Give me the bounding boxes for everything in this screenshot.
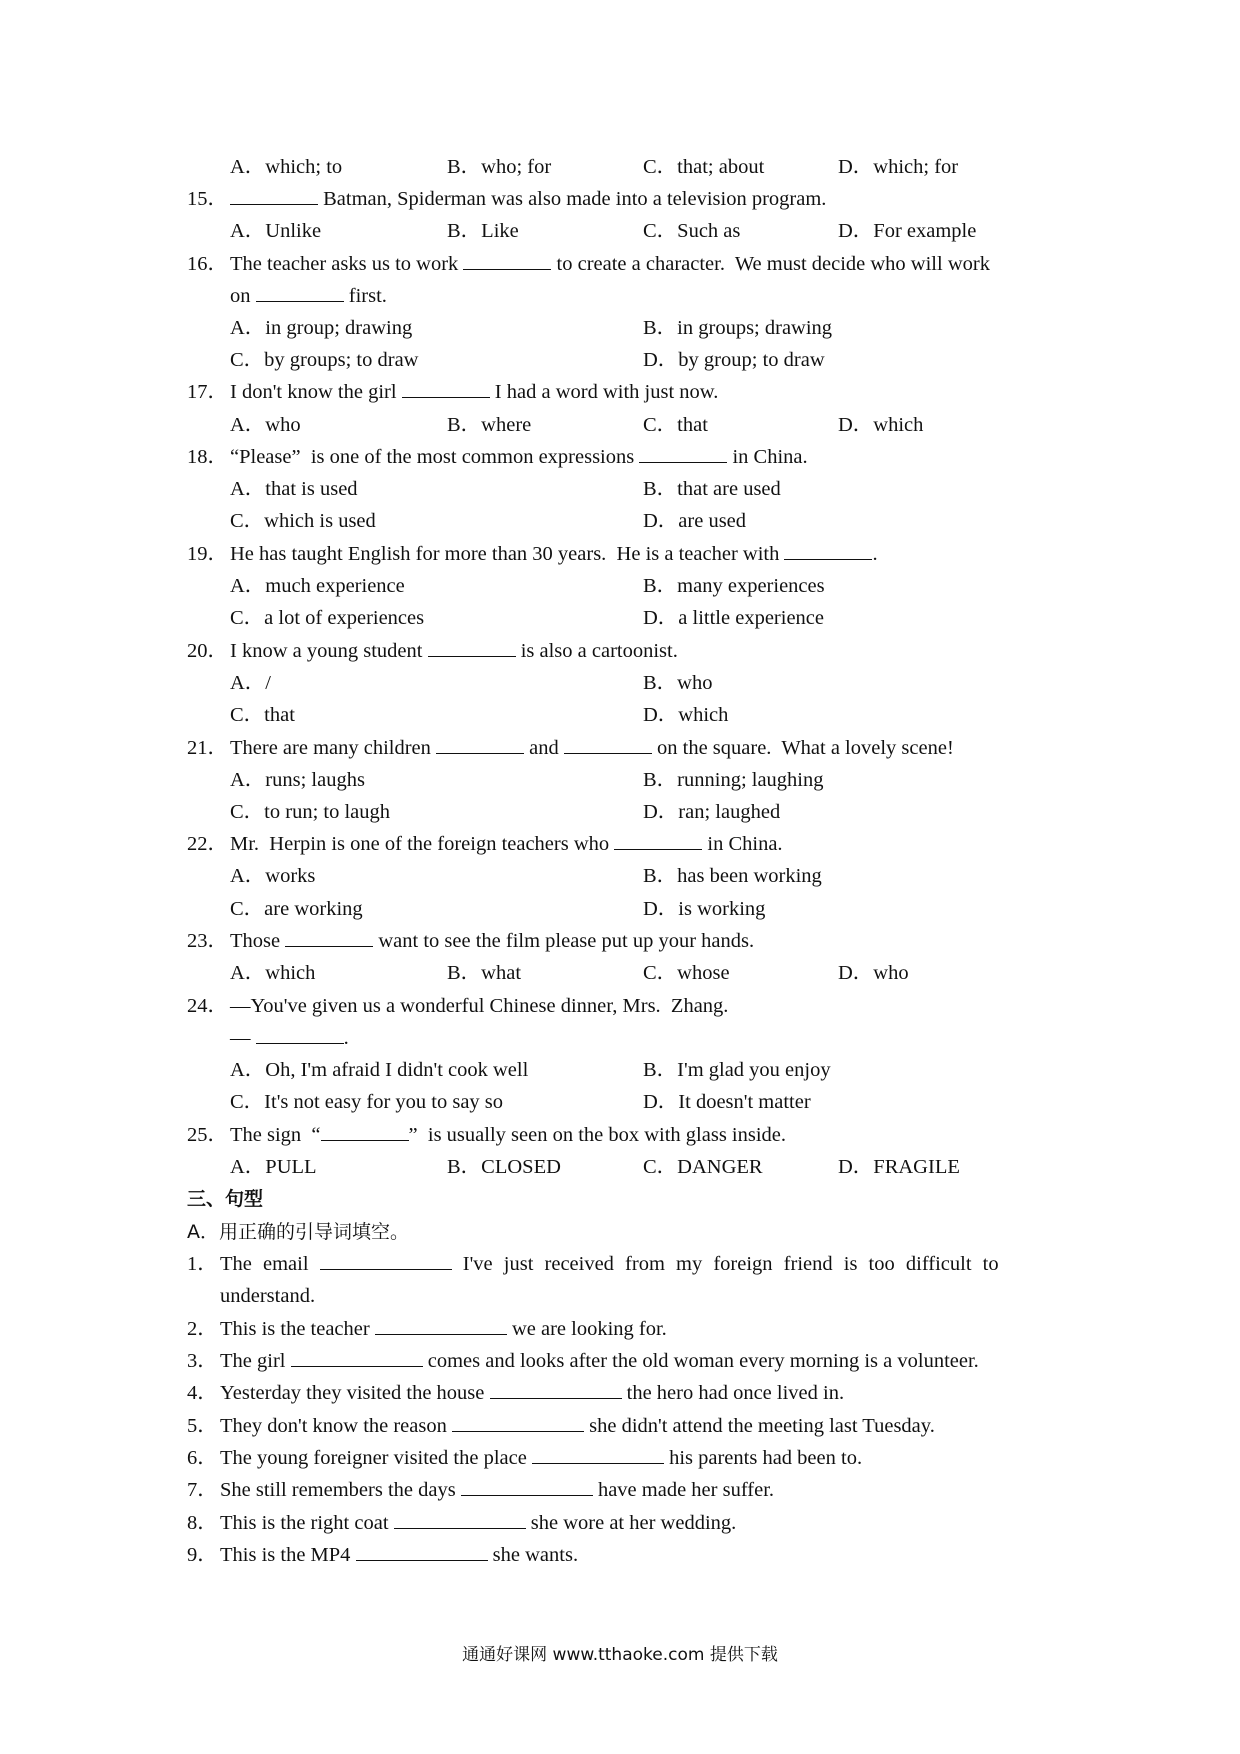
answer-blank[interactable]: [256, 1025, 344, 1044]
option-a: A．Oh, I'm afraid I didn't cook well: [230, 1059, 529, 1081]
question-number: 20．: [187, 640, 228, 662]
option-d: D．by group; to draw: [643, 349, 825, 371]
item-number: 7．: [187, 1479, 218, 1501]
question-text: on first.: [230, 285, 387, 307]
answer-blank[interactable]: [784, 541, 872, 560]
answer-blank[interactable]: [320, 1251, 452, 1270]
answer-blank[interactable]: [394, 1510, 526, 1529]
item-number: 4．: [187, 1382, 218, 1404]
item-number: 5．: [187, 1415, 218, 1437]
question-text: There are many children and on the square. What a lovely scene!: [230, 737, 954, 759]
option-c: C．to run; to laugh: [230, 801, 391, 823]
option-c: C．a lot of experiences: [230, 607, 425, 629]
option-a: A．/: [230, 672, 271, 694]
option-b: B．I'm glad you enjoy: [643, 1059, 831, 1081]
option-b: B．running; laughing: [643, 769, 824, 791]
option-a: A．who: [230, 414, 301, 436]
answer-blank[interactable]: [463, 251, 551, 270]
item-number: 6．: [187, 1447, 218, 1469]
answer-blank[interactable]: [356, 1542, 488, 1561]
question-number: 25．: [187, 1124, 228, 1146]
item-number: 3．: [187, 1350, 218, 1372]
option-b: B．who; for: [447, 156, 552, 178]
answer-blank[interactable]: [285, 928, 373, 947]
option-d: D．FRAGILE: [838, 1156, 960, 1178]
option-a: A．works: [230, 865, 316, 887]
item-text: She still remembers the days have made her suffer.: [220, 1479, 775, 1501]
option-d: D．For example: [838, 220, 977, 242]
answer-blank[interactable]: [490, 1380, 622, 1399]
item-number: 9．: [187, 1544, 218, 1566]
question-text: I don't know the girl I had a word with just now.: [230, 381, 719, 403]
question-number: 22．: [187, 833, 228, 855]
option-b: B．where: [447, 414, 532, 436]
option-d: D．who: [838, 962, 909, 984]
option-b: B．in groups; drawing: [643, 317, 833, 339]
item-text: understand.: [220, 1285, 316, 1307]
item-text: This is the right coat she wore at her wedding.: [220, 1512, 737, 1534]
section-heading: 三、句型: [187, 1188, 264, 1210]
option-a: A．which; to: [230, 156, 343, 178]
option-a: A．in group; drawing: [230, 317, 413, 339]
item-text: This is the MP4 she wants.: [220, 1544, 579, 1566]
answer-blank[interactable]: [291, 1348, 423, 1367]
item-text: The girl comes and looks after the old woman every morning is a volunteer.: [220, 1350, 979, 1372]
item-text: The young foreigner visited the place his parents had been to.: [220, 1447, 863, 1469]
option-a: A．Unlike: [230, 220, 322, 242]
item-number: 2．: [187, 1318, 218, 1340]
option-c: C．that: [230, 704, 295, 726]
option-c: C．by groups; to draw: [230, 349, 419, 371]
option-c: C．that: [643, 414, 708, 436]
option-d: D．which: [643, 704, 729, 726]
item-number: 8．: [187, 1512, 218, 1534]
answer-blank[interactable]: [564, 735, 652, 754]
answer-blank[interactable]: [375, 1316, 507, 1335]
question-text: Those want to see the film please put up your hands.: [230, 930, 755, 952]
option-c: C．Such as: [643, 220, 741, 242]
option-c: C．are working: [230, 898, 363, 920]
option-a: A．which: [230, 962, 316, 984]
question-text: Batman, Spiderman was also made into a television program.: [230, 185, 826, 213]
question-number: 18．: [187, 446, 228, 468]
option-b: B．Like: [447, 220, 519, 242]
answer-blank[interactable]: [428, 638, 516, 657]
option-b: B．what: [447, 962, 522, 984]
question-text: The teacher asks us to work to create a character. We must decide who will work: [230, 253, 990, 275]
option-c: C．whose: [643, 962, 730, 984]
answer-blank[interactable]: [452, 1413, 584, 1432]
option-b: B．CLOSED: [447, 1156, 561, 1178]
option-d: D．are used: [643, 510, 747, 532]
option-a: A．that is used: [230, 478, 358, 500]
option-d: D．is working: [643, 898, 766, 920]
answer-blank[interactable]: [256, 283, 344, 302]
option-b: B．that are used: [643, 478, 781, 500]
option-c: C．DANGER: [643, 1156, 763, 1178]
item-number: 1．: [187, 1253, 218, 1275]
answer-blank[interactable]: [321, 1122, 409, 1141]
option-d: D．which; for: [838, 156, 959, 178]
question-number: 16．: [187, 253, 228, 275]
answer-blank[interactable]: [230, 186, 318, 205]
question-text: I know a young student is also a cartoonist.: [230, 640, 678, 662]
question-text: Mr. Herpin is one of the foreign teachers who in China.: [230, 833, 783, 855]
option-c: C．which is used: [230, 510, 376, 532]
answer-blank[interactable]: [639, 444, 727, 463]
item-text: The email I've just received from my foreign friend is too difficult to: [220, 1253, 999, 1275]
answer-blank[interactable]: [532, 1445, 664, 1464]
question-text: The sign “ ” is usually seen on the box with glass inside.: [230, 1124, 787, 1146]
question-number: 17．: [187, 381, 228, 403]
option-b: B．who: [643, 672, 713, 694]
option-d: D．a little experience: [643, 607, 824, 629]
question-number: 21．: [187, 737, 228, 759]
option-a: A．much experience: [230, 575, 405, 597]
item-text: Yesterday they visited the house the hero had once lived in.: [220, 1382, 845, 1404]
question-number: 23．: [187, 930, 228, 952]
option-b: B．has been working: [643, 865, 822, 887]
answer-blank[interactable]: [436, 735, 524, 754]
option-d: D．ran; laughed: [643, 801, 781, 823]
question-text: He has taught English for more than 30 years. He is a teacher with .: [230, 543, 878, 565]
question-text: —You've given us a wonderful Chinese dinner, Mrs. Zhang.: [230, 995, 729, 1017]
option-c: C．It's not easy for you to say so: [230, 1091, 504, 1113]
option-d: D．It doesn't matter: [643, 1091, 811, 1113]
question-number: 15．: [187, 188, 228, 210]
answer-blank[interactable]: [614, 831, 702, 850]
answer-blank[interactable]: [402, 379, 490, 398]
page-footer: 通通好课网 www.tthaoke.com 提供下载: [462, 1645, 778, 1665]
option-b: B．many experiences: [643, 575, 825, 597]
option-d: D．which: [838, 414, 924, 436]
item-text: They don't know the reason she didn't attend the meeting last Tuesday.: [220, 1415, 935, 1437]
option-a: A．PULL: [230, 1156, 317, 1178]
item-text: This is the teacher we are looking for.: [220, 1318, 667, 1340]
question-number: 24．: [187, 995, 228, 1017]
question-text: — .: [230, 1027, 349, 1049]
section-instruction: A．用正确的引导词填空。: [187, 1221, 409, 1243]
option-c: C．that; about: [643, 156, 765, 178]
question-number: 19．: [187, 543, 228, 565]
answer-blank[interactable]: [461, 1477, 593, 1496]
option-a: A．runs; laughs: [230, 769, 365, 791]
question-text: “Please” is one of the most common expressions in China.: [230, 446, 808, 468]
